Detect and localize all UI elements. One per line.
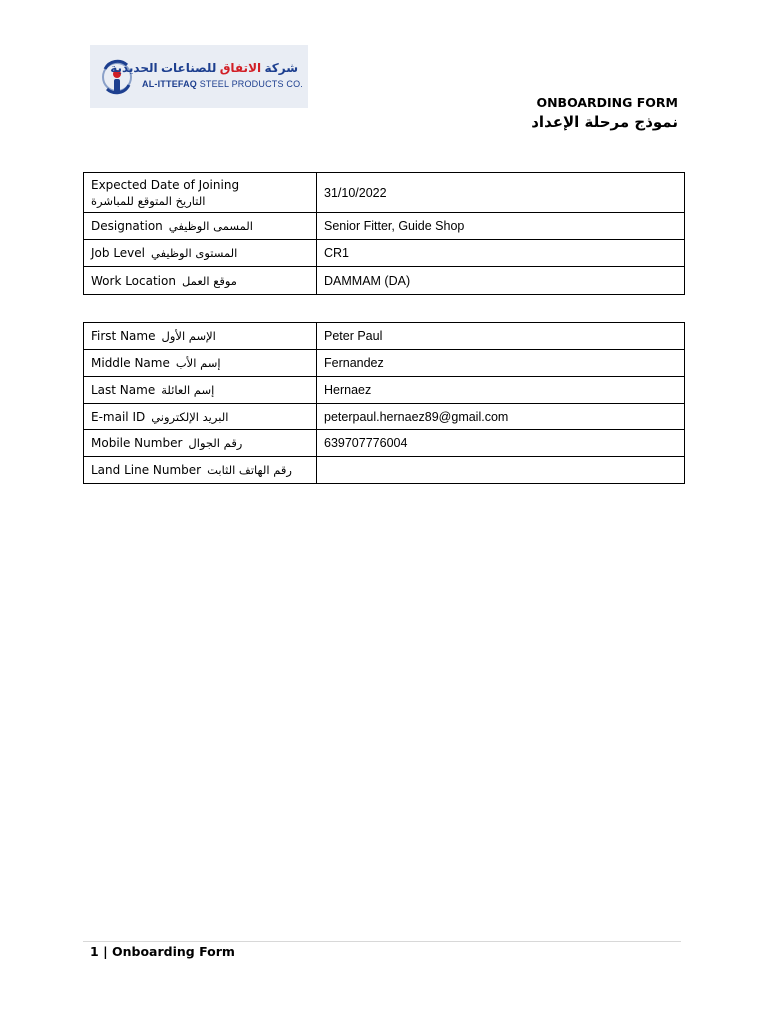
first-name-value: Peter Paul [317, 323, 685, 350]
table-row [84, 377, 685, 404]
footer-doc-name: Onboarding Form [112, 944, 235, 959]
table-row [84, 240, 685, 267]
page-number: 1 [90, 944, 99, 959]
field-label: Job Level المستوى الوظيفي [84, 240, 317, 267]
table-row [84, 267, 685, 295]
middle-name-value: Fernandez [317, 350, 685, 377]
job-level-value: CR1 [317, 240, 685, 267]
page-footer [90, 944, 235, 959]
work-location-value: DAMMAM (DA) [317, 267, 685, 295]
landline-number-value [317, 457, 685, 484]
email-value: peterpaul.hernaez89@gmail.com [317, 404, 685, 430]
footer-separator: | [103, 944, 108, 959]
logo-arabic-name: شركة الاتفاق للصناعات الحديدية [110, 61, 298, 75]
footer-divider [83, 941, 681, 942]
table-row [84, 173, 685, 213]
mobile-number-value: 639707776004 [317, 430, 685, 457]
personal-details-table [83, 322, 685, 484]
logo-english-name: AL-ITTEFAQ STEEL PRODUCTS CO. [142, 79, 303, 89]
joining-date-value: 31/10/2022 [317, 173, 685, 213]
table-row [84, 213, 685, 240]
designation-value: Senior Fitter, Guide Shop [317, 213, 685, 240]
field-label: Work Location موقع العمل [84, 267, 317, 295]
table-row [84, 457, 685, 484]
field-label: Last Name إسم العائلة [84, 377, 317, 404]
company-logo [90, 45, 308, 108]
job-details-table [83, 172, 685, 295]
field-label: Designation المسمى الوظيفي [84, 213, 317, 240]
table-row [84, 430, 685, 457]
field-label: First Name الإسم الأول [84, 323, 317, 350]
last-name-value: Hernaez [317, 377, 685, 404]
field-label: E-mail ID البريد الإلكتروني [84, 404, 317, 430]
field-label: Middle Name إسم الأب [84, 350, 317, 377]
form-title-arabic: نموذج مرحلة الإعداد [531, 113, 678, 131]
table-row [84, 323, 685, 350]
table-row [84, 350, 685, 377]
field-label: Land Line Number رقم الهاتف الثابت [84, 457, 317, 484]
form-title-english: ONBOARDING FORM [536, 95, 678, 110]
table-row [84, 404, 685, 430]
field-label: Mobile Number رقم الجوال [84, 430, 317, 457]
field-label: Expected Date of Joining التاريخ المتوقع للمباشرة [84, 173, 317, 213]
